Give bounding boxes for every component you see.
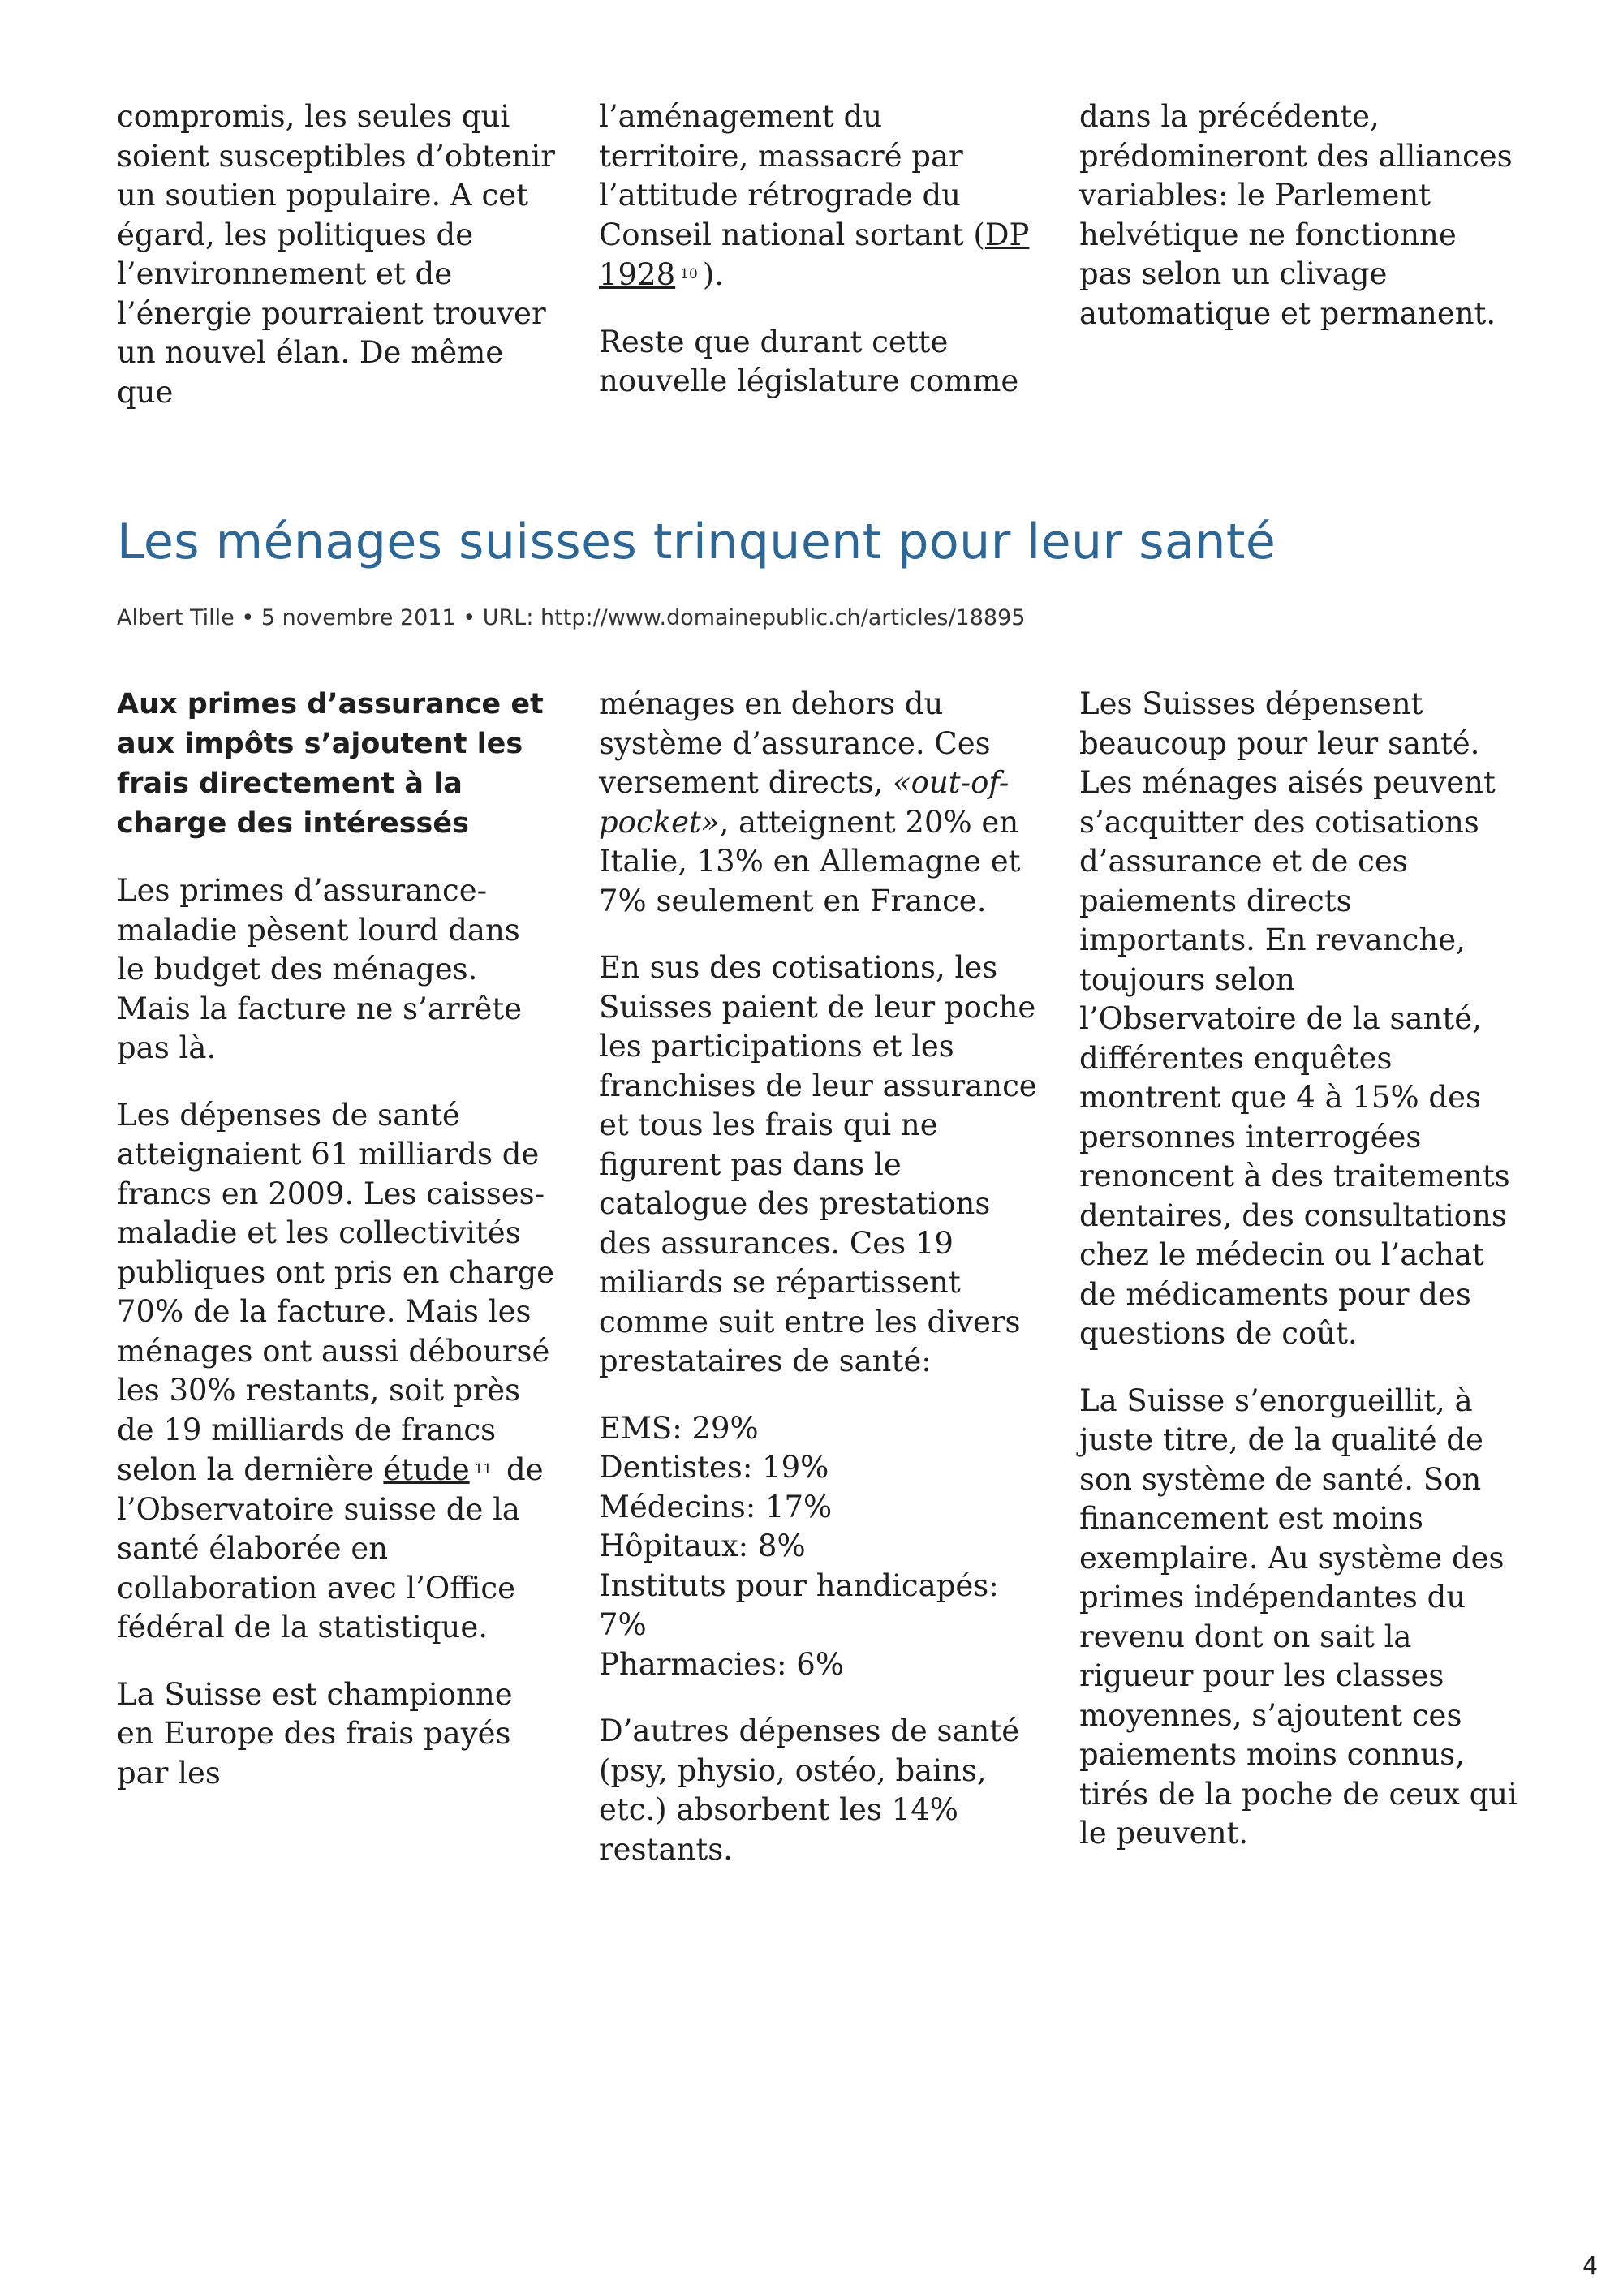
prev-article-column-3 [1079,97,1518,361]
footnote-marker[interactable]: 10 [680,266,698,282]
article-paragraph: La Suisse est championne en Europe des frais payés par les [117,1676,513,1791]
prev-article-paragraph: dans la précédente, prédomineront des alliances variables: le Parlement helvétique ne fonctionne pas selon un clivage automatique et permanent. [1079,99,1513,331]
list-item: EMS: 29% [599,1410,759,1446]
article-column-1 [117,685,555,1821]
article-paragraph: Les Suisses dépensent beaucoup pour leur santé. Les ménages aisés peuvent s’acquitter des cotisations d’assurance et de ces paiements directs importants. En revanche, toujours selon l’Observatoire de la santé, différentes enquêtes montrent que 4 à 15% des personnes interrogées renoncent à des traitements dentaires, des consultations chez le médecin ou l’achat de médicaments pour des questions de coût. [1079,686,1510,1351]
cost-breakdown-list [599,1409,1037,1685]
list-item: Pharmacies: 6% [599,1646,844,1682]
article-paragraph: La Suisse s’enorgueillit, à juste titre, de la qualité de son système de santé. Son financement est moins exemplaire. Au système des primes indépendantes du revenu dont on sait la rigueur pour les classes moyennes, s’ajoutent ces paiements moins connus, tirés de la poche de ceux qui le peuvent. [1079,1382,1518,1851]
list-item: Médecins: 17% [599,1489,833,1524]
italic-term: «out-of-pocket» [599,765,1010,840]
prev-article-column-2 [599,97,1037,429]
article-paragraph: D’autres dépenses de santé (psy, physio, ostéo, bains, etc.) absorbent les 14% restants. [599,1713,1020,1867]
text-fragment: Les dépenses de santé atteignaient 61 milliards de francs en 2009. Les caisses-maladie et les collectivités publiques ont pris en charge 70% de la facture. Mais les ménages ont aussi déboursé les 30% restants, soit près de 19 milliards de francs selon la dernière [117,1097,555,1487]
prev-article-column-1 [117,97,555,440]
prev-article-paragraph: Reste que durant cette nouvelle législature comme [599,324,1019,398]
list-item: Instituts pour handicapés: 7% [599,1567,999,1642]
article-paragraph [599,685,1037,921]
article-column-2 [599,685,1037,1897]
article-lead: Aux primes d’assurance et aux impôts s’ajoutent les frais directement à la charge des intéressés [117,688,544,840]
text-fragment: de l’Observatoire suisse de la santé élaborée en collaboration avec l’Office fédéral de la statistique. [117,1452,544,1645]
article-byline: Albert Tille • 5 novembre 2011 • URL: http://www.domainepublic.ch/articles/18895 [117,605,1026,630]
list-item: Hôpitaux: 8% [599,1529,806,1563]
text-fragment: ménages en dehors du système d’assurance. Ces versement directs, [599,686,991,800]
article-column-3 [1079,685,1518,1881]
text-fragment: l’aménagement du territoire, massacré par l’attitude rétrograde du Conseil national sortant ( [599,99,985,252]
text-fragment: ). [702,257,725,292]
text-fragment: , atteignent 20% en Italie, 13% en Allemagne et 7% seulement en France. [599,804,1021,918]
article-paragraph [117,1096,555,1648]
page-number: 4 [1582,2252,1599,2281]
article-title: Les ménages suisses trinquent pour leur santé [117,514,1276,570]
prev-article-paragraph [599,97,1037,295]
article-paragraph: En sus des cotisations, les Suisses paient de leur poche les participations et les franchises de leur assurance et tous les frais qui ne figurent pas dans le catalogue des prestations des assurances. Ces 19 miliards se répartissent comme suit entre les divers prestataires de santé: [599,950,1037,1378]
etude-link[interactable]: étude [383,1452,470,1487]
prev-article-paragraph: compromis, les seules qui soient susceptibles d’obtenir un soutien populaire. A cet égard, les politiques de l’environnement et de l’énergie pourraient trouver un nouvel élan. De même que [117,99,555,410]
list-item: Dentistes: 19% [599,1450,829,1485]
dp-1928-link[interactable]: DP 1928 [599,217,1030,292]
article-paragraph: Les primes d’assurance-maladie pèsent lourd dans le budget des ménages. Mais la facture ne s’arrête pas là. [117,873,523,1065]
footnote-marker[interactable]: 11 [474,1461,493,1477]
